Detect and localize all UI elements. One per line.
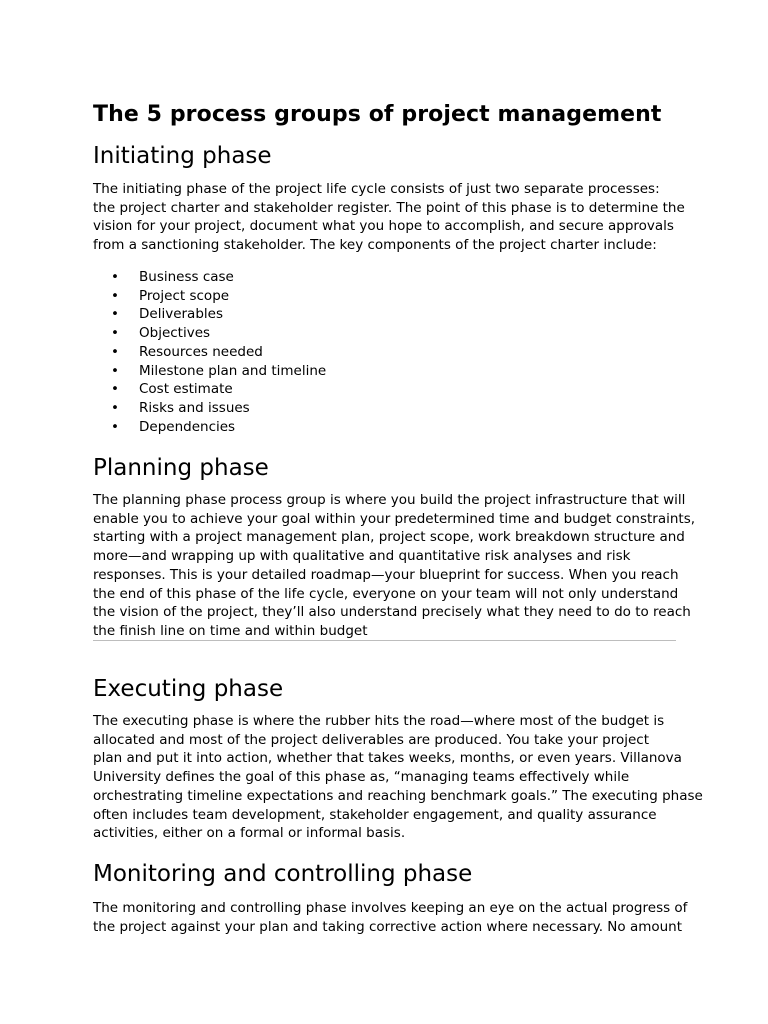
paragraph-line: starting with a project management plan, project scope, work breakdown structure and (93, 529, 685, 546)
charter-components-list (111, 268, 326, 436)
paragraph-line: The planning phase process group is where you build the project infrastructure that will (93, 492, 686, 508)
bullet-icon: • (111, 325, 119, 342)
list-item (111, 268, 326, 287)
paragraph-line: enable you to achieve your goal within your predetermined time and budget constraints, (93, 510, 696, 527)
section-heading-monitoring: Monitoring and controlling phase (93, 861, 473, 887)
list-item-text: Risks and issues (139, 399, 250, 416)
list-item-text: Milestone plan and timeline (139, 362, 327, 379)
bullet-icon: • (111, 362, 119, 379)
paragraph-line: the finish line on time and within budget (93, 622, 368, 639)
list-item-text: Cost estimate (139, 381, 233, 398)
paragraph-line: vision for your project, document what you hope to accomplish, and secure approvals (93, 218, 674, 235)
paragraph-line: the vision of the project, they’ll also understand precisely what they need to do to reach (93, 604, 691, 621)
list-item-text: Deliverables (139, 306, 223, 323)
bullet-icon: • (111, 269, 119, 285)
list-item (111, 418, 326, 437)
bullet-icon: • (111, 399, 119, 416)
paragraph-line: often includes team development, stakeholder engagement, and quality assurance (93, 806, 657, 823)
paragraph-line: University defines the goal of this phase as, “managing teams effectively while (93, 769, 630, 786)
list-item-text: Project scope (139, 287, 230, 304)
bullet-icon: • (111, 343, 119, 360)
horizontal-divider (93, 640, 676, 641)
paragraph-initiating (93, 180, 693, 255)
paragraph-planning (93, 491, 696, 641)
document-title: The 5 process groups of project management (93, 102, 662, 127)
bullet-icon: • (111, 418, 119, 435)
bullet-icon: • (111, 287, 119, 304)
section-heading-planning: Planning phase (93, 455, 269, 481)
paragraph-line: the project charter and stakeholder register. The point of this phase is to determine the (93, 199, 685, 216)
bullet-icon: • (111, 306, 119, 323)
paragraph-line: plan and put it into action, whether that takes weeks, months, or even years. Villanova (93, 750, 682, 767)
list-item (111, 399, 326, 418)
section-heading-executing: Executing phase (93, 676, 284, 702)
paragraph-line: from a sanctioning stakeholder. The key components of the project charter include: (93, 237, 657, 254)
list-item (111, 362, 326, 381)
paragraph-line: orchestrating timeline expectations and reaching benchmark goals.” The executing phase (93, 787, 703, 804)
list-item-text: Objectives (139, 325, 211, 342)
paragraph-executing (93, 712, 703, 843)
paragraph-line: more—and wrapping up with qualitative and quantitative risk analyses and risk (93, 548, 631, 565)
paragraph-monitoring (93, 899, 693, 936)
list-item (111, 287, 326, 306)
list-item (111, 343, 326, 362)
bullet-icon: • (111, 381, 119, 398)
paragraph-line: The executing phase is where the rubber hits the road—where most of the budget is (93, 713, 665, 729)
paragraph-line: responses. This is your detailed roadmap—your blueprint for success. When you reach (93, 566, 679, 583)
paragraph-line: allocated and most of the project deliverables are produced. You take your project (93, 731, 650, 748)
paragraph-line: activities, either on a formal or informal basis. (93, 825, 406, 842)
paragraph-line: the end of this phase of the life cycle, everyone on your team will not only understand (93, 585, 679, 602)
paragraph-line: The initiating phase of the project life cycle consists of just two separate processes: (93, 181, 660, 197)
list-item (111, 380, 326, 399)
paragraph-line: the project against your plan and taking corrective action where necessary. No amount (93, 918, 683, 935)
list-item (111, 305, 326, 324)
list-item (111, 324, 326, 343)
list-item-text: Dependencies (139, 418, 236, 435)
paragraph-line: The monitoring and controlling phase involves keeping an eye on the actual progress of (93, 900, 688, 916)
list-item-text: Resources needed (139, 343, 263, 360)
list-item-text: Business case (139, 269, 234, 285)
section-heading-initiating: Initiating phase (93, 143, 272, 169)
